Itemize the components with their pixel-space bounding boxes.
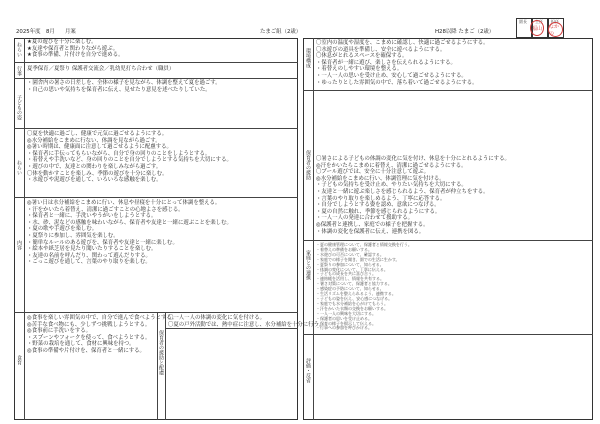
sec5-line: ・ごっこ遊びを通して、言葉のやり取りを楽しむ。	[27, 259, 151, 266]
plan-kind: 月案	[65, 29, 76, 35]
sec4-line: ◎水分補給をこまめに行ない、体調を見ながら過ごす。	[27, 137, 161, 144]
sec7-line: 〇一人一人の体調の変化に気を付ける。	[168, 315, 266, 321]
r3-line: ・暑さ対策について、保護者と協力する。	[316, 281, 392, 287]
events-text: 夏季保育／夏祭り 保護者交流会／乳幼児打ち合わせ（職員）	[27, 66, 175, 72]
sec4-line: 〇体を動かすことを楽しみ、季節の遊びを十分に楽しむ。	[27, 170, 168, 177]
r3-line: ・子どもの成長を共に喜び合う。	[316, 271, 376, 277]
sec4-label: ねらい	[16, 160, 22, 175]
r2-line: ・夏の自然に触れ、季節を感じられるようにする。	[316, 208, 441, 215]
r1-label: 環境構成	[305, 48, 311, 68]
sec5-line: ・保育者と一緒に、手洗いやうがいをしようとする。	[27, 213, 157, 220]
sec5-line: ・簡単なルールのある遊びを、保育者や友達と一緒に楽しむ。	[27, 239, 178, 246]
r2-line: ・一人一人の発達に合わせて援助する。	[316, 215, 414, 222]
sec1-line: ★夏の遊びを十分に楽しむ。	[27, 39, 97, 45]
sec6-line: ◎食事前に手洗いをする。	[27, 328, 92, 335]
stamp-label-2: 主任	[535, 19, 543, 24]
divider	[14, 62, 298, 63]
year: 2025年度	[16, 29, 41, 35]
r3-line: ・水遊びの可否について、確認する。	[316, 251, 384, 257]
seal-teacher-text: なかの	[549, 23, 560, 37]
divider	[14, 128, 298, 129]
sec5-line: ・夏祭りに参加し、雰囲気を楽しむ。	[27, 232, 119, 239]
sec7-label: 保育者の援助と配慮	[158, 330, 164, 375]
sec1-content	[27, 39, 295, 59]
r2-line: ◎汗をかいたらこまめに着替え、清潔に過ごせるようにする。	[316, 162, 467, 169]
r2-line: 〇暑さによる子どもの体調の変化に気を付け、休息を十分にとれるようにする。	[316, 156, 510, 162]
r1-line: 〇休息がとれるスペースを確保する。	[316, 53, 408, 60]
r2-line: ◎水分補給をこまめに行い、体調管理に気を付ける。	[316, 175, 445, 182]
r3-line: ・夏祭りの参加について、知らせる。	[316, 261, 384, 267]
r4-label: 評価・反省	[305, 358, 311, 383]
r3-label: 家庭との連携	[305, 250, 311, 280]
sec5-line: ・友達の名前を呼んだり、関わって遊んだりする。	[27, 252, 151, 259]
sec5-line: ・夏の歌や手遊びを楽しむ。	[27, 226, 98, 233]
r3-line: ・汗をかいた衣類の交換をお願いする。	[316, 305, 388, 311]
r3-line: ・保護者の思いを受け止める。	[316, 315, 372, 321]
divider	[14, 197, 298, 198]
r2-line: ・言葉のやり取りを楽しめるよう、丁寧に応答する。	[316, 195, 446, 202]
r3-line: ・保育の様子を掲示して伝える。	[316, 320, 376, 326]
divider	[14, 312, 298, 313]
r3-line: ・感染症の予防について、知らせる。	[316, 286, 384, 292]
sec4-line: ◎暑い時期は、健康面に注意して過ごせるように配慮する。	[27, 144, 172, 151]
sec3-content	[27, 80, 295, 93]
right-label-divider	[313, 38, 314, 420]
stamp-label-1: 園長	[519, 19, 527, 24]
stamp-label-3: 担任	[551, 19, 559, 24]
r1-line: ・ゆったりとした雰囲気の中で、落ち着いて過ごせるようにする。	[316, 79, 478, 86]
r3-line: ・家庭でも水分補給を心がけてもらう。	[316, 300, 388, 306]
sec3-line: ・園舎内の暑さの日差しを、全体の様子を見ながら、体調を整えて夏を過ごす。	[27, 80, 221, 86]
r2-line: ・自分でしようとする姿を認め、意欲につなげる。	[316, 202, 440, 209]
r3-line: ・一人一人の興味を大切にする。	[316, 310, 376, 316]
r1-line: ・着替えのしやすい環境を整える。	[316, 66, 403, 73]
r1-content	[316, 40, 590, 86]
r2-line: 〇プール遊びでは、安全に十分注意して遊ぶ。	[316, 169, 430, 176]
sec5-line: ・絵本や紙芝居を見たり聞いたりすることを楽しむ。	[27, 246, 157, 253]
sec6-line: ◎苦手な食べ物にも、少しずつ挑戦しようとする。	[27, 321, 151, 328]
sec5-line: ・汗をかいたら着替え、清潔に過ごすことの心地よさを感じる。	[27, 206, 184, 213]
sec2-label: 行事	[16, 66, 22, 76]
seal-principal-text: 福山	[531, 25, 542, 32]
sec1-label: ねらい	[16, 42, 22, 57]
r2-line: ・子どもの気持ちを受け止め、やりたい気持ちを大切にする。	[316, 182, 467, 189]
r2-line: ・体調の変化を保護者に伝え、連携を図る。	[316, 228, 425, 235]
sec6-label: 食育	[16, 355, 22, 365]
divider	[303, 334, 593, 335]
sec4-content	[27, 131, 295, 184]
sec3-line: ・自己の思いや気持ちを保育者に伝え、見せたり意見を述べたりしていた。	[27, 86, 211, 93]
r3-content	[316, 243, 590, 331]
r3-line: ・生活リズムを整えられるよう、連携する。	[316, 291, 396, 297]
sec6-line: ・野菜の栽培を通して、食材に興味を持つ。	[27, 341, 135, 348]
r3-line: ・連絡帳を活用し、情報を共有する。	[316, 276, 384, 282]
r1-line: ・一人一人の思いを受け止め、安心して過ごせるようにする。	[316, 72, 467, 79]
sec5-line: ◎暑い日は水分補給をこまめに行い、休息や昼寝を十分にとって体調を整える。	[27, 200, 221, 206]
sec6-line: ◎食事を楽しい雰囲気の中で、自分で進んで食べようとする。	[27, 315, 178, 321]
r1-line: ・保育者が一緒に遊び、楽しさを伝えられるようにする。	[316, 59, 456, 66]
r2-line: ・友達と一緒に遊ぶ楽しさを感じられるよう、保育者が仲立ちをする。	[316, 188, 489, 195]
divider	[14, 78, 298, 79]
r1-line: 〇水遊びの道具を準備し、安全に遊べるようにする。	[316, 46, 446, 53]
sec1-line: ★食事の準備、片付けを自分で進める。	[27, 52, 124, 59]
sec4-line: ・着替えや手洗いなど、身の回りのことを自分でしようとする気持ちを大切にする。	[27, 157, 232, 164]
sec7-line: 〇夏の戸外活動では、熱中症に注意し、水分補給を十分に行う。	[168, 321, 325, 328]
sec4-line: 〇夏を快適に過ごし、健康で元気に過ごせるようにする。	[27, 131, 168, 137]
month: 8月	[46, 29, 55, 35]
sec5-content	[27, 200, 295, 266]
sec6-line: ◎食事の準備や片付けを、保育者と一緒にする。	[27, 347, 145, 354]
left-label-divider	[24, 38, 25, 420]
r3-line: ・夏の健康管理について、保護者と情報交換を行う。	[316, 242, 412, 247]
sec7-content	[168, 315, 325, 328]
sec4-line: ・遊びの中で、友達との関わりを楽しみながら過ごす。	[27, 163, 162, 170]
sec1-line: ★友達や保育者と関わりながら遊ぶ。	[27, 45, 119, 52]
r1-line: 〇室内の温度や湿度を、こまめに確認し、快適に過ごせるようにする。	[316, 40, 489, 46]
r3-line: ・体調の変化について、丁寧に伝える。	[316, 266, 388, 272]
sec6-line: ・スプーンやフォークを使って、食べようとする。	[27, 334, 151, 341]
r3-line: ・家庭での様子を聞き、園での生活に生かす。	[316, 256, 400, 262]
sec4-line: ・保育者に手伝ってもらいながら、自分で身の回りのことをしようとする。	[27, 150, 211, 157]
r3-line: ・行事への参加を呼びかける。	[316, 325, 372, 331]
r2-content	[316, 156, 590, 235]
r2-line: ◎保護者と連携し、家庭での様子を把握する。	[316, 221, 429, 228]
r3-line: ・着替えの準備をお願いする。	[316, 246, 372, 252]
sec3-label: 子どもの姿	[16, 95, 22, 120]
r3-line: ・子どもの姿を伝え、安心感につなげる。	[316, 295, 393, 301]
divider	[165, 328, 298, 329]
r2-label: 保育者の援助	[305, 150, 311, 180]
form-title: H28以降 たまご（2歳）	[435, 29, 495, 35]
sec4-line: ・水遊びや泥遊びを通して、いろいろな感触を楽しむ。	[27, 177, 162, 184]
seal-principal	[530, 20, 544, 36]
sec5-label: 内容	[16, 240, 22, 250]
divider	[303, 90, 593, 91]
sec5-line: ・水、砂、泥などの感触を味わいながら、保育者や友達と一緒に遊ぶことを楽しむ。	[27, 219, 232, 226]
divider	[303, 240, 593, 241]
group-name: たまご組（2歳）	[260, 29, 302, 35]
